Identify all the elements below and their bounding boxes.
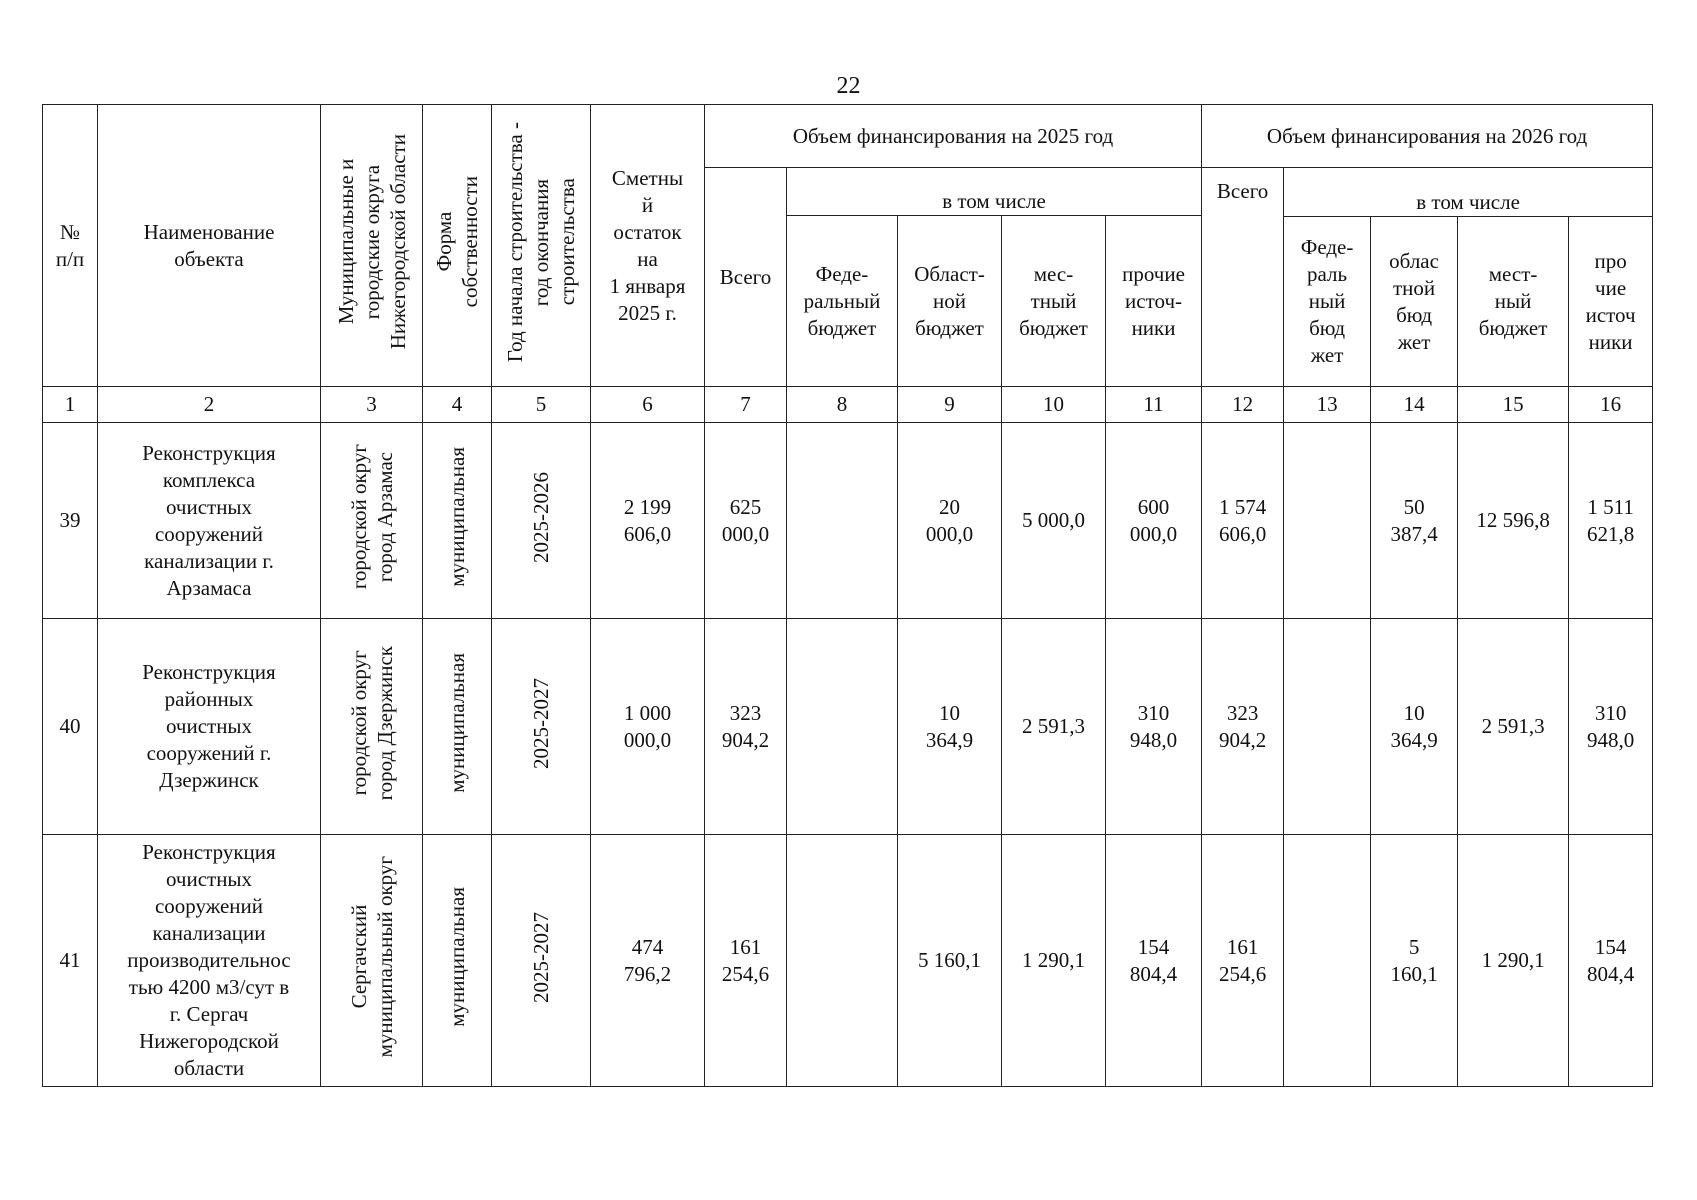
federal-2025 [787, 619, 898, 835]
header-federal-2025: Феде- ральный бюджет [787, 216, 898, 387]
header-other-2025: прочие источ- ники [1106, 216, 1202, 387]
header-local-2026: мест- ный бюджет [1458, 217, 1569, 387]
header-regional-2026: облас тной бюд жет [1371, 217, 1458, 387]
header-total-2026: Всего [1202, 168, 1284, 387]
local-2025: 1 290,1 [1002, 835, 1106, 1087]
estimate-balance: 2 199 606,0 [591, 423, 705, 619]
table-row [43, 423, 1653, 619]
header-local-2025: мес- тный бюджет [1002, 216, 1106, 387]
financing-table [42, 104, 1653, 1087]
regional-2026: 10 364,9 [1371, 619, 1458, 835]
header-total-2025: Всего [705, 168, 787, 387]
regional-2025: 20 000,0 [898, 423, 1002, 619]
federal-2026 [1284, 835, 1371, 1087]
total-2026: 323 904,2 [1202, 619, 1284, 835]
other-2025: 600 000,0 [1106, 423, 1202, 619]
object-name: Реконструкция комплекса очистных сооружений канализации г. Арзамаса [98, 423, 321, 619]
object-name: Реконструкция очистных сооружений канализации производительнос тью 4200 м3/сут в г. Сергач Нижегородской области [98, 835, 321, 1087]
column-number: 16 [1569, 387, 1653, 423]
page-number: 22 [836, 73, 861, 99]
column-number: 14 [1371, 387, 1458, 423]
column-number: 15 [1458, 387, 1569, 423]
total-2026: 161 254,6 [1202, 835, 1284, 1087]
header-object-name: Наименование объекта [98, 105, 321, 387]
table-row [43, 835, 1653, 1087]
column-number: 13 [1284, 387, 1371, 423]
federal-2026 [1284, 423, 1371, 619]
column-number: 8 [787, 387, 898, 423]
ownership: муниципальная [423, 835, 492, 1087]
ownership: муниципальная [423, 423, 492, 619]
ownership: муниципальная [423, 619, 492, 835]
column-number: 11 [1106, 387, 1202, 423]
construction-years: 2025-2027 [492, 835, 591, 1087]
other-2025: 154 804,4 [1106, 835, 1202, 1087]
municipality: городской округ город Арзамас [321, 423, 423, 619]
construction-years: 2025-2026 [492, 423, 591, 619]
local-2026: 12 596,8 [1458, 423, 1569, 619]
row-number: 40 [43, 619, 98, 835]
total-2025: 625 000,0 [705, 423, 787, 619]
header-number: № п/п [43, 105, 98, 387]
header-other-2026: про чие источ ники [1569, 217, 1653, 387]
regional-2026: 50 387,4 [1371, 423, 1458, 619]
column-number: 1 [43, 387, 98, 423]
estimate-balance: 474 796,2 [591, 835, 705, 1087]
column-number: 6 [591, 387, 705, 423]
row-number: 39 [43, 423, 98, 619]
object-name: Реконструкция районных очистных сооружений г. Дзержинск [98, 619, 321, 835]
local-2026: 1 290,1 [1458, 835, 1569, 1087]
header-financing-2025: Объем финансирования на 2025 год [705, 105, 1202, 168]
local-2025: 5 000,0 [1002, 423, 1106, 619]
column-number: 4 [423, 387, 492, 423]
header-including-2026: в том числе [1284, 168, 1653, 217]
construction-years: 2025-2027 [492, 619, 591, 835]
federal-2025 [787, 835, 898, 1087]
column-number: 7 [705, 387, 787, 423]
row-number: 41 [43, 835, 98, 1087]
other-2026: 1 511 621,8 [1569, 423, 1653, 619]
local-2025: 2 591,3 [1002, 619, 1106, 835]
estimate-balance: 1 000 000,0 [591, 619, 705, 835]
header-ownership: Форма собственности [423, 105, 492, 387]
table-row [43, 619, 1653, 835]
column-number: 2 [98, 387, 321, 423]
header-including-2025: в том числе [787, 168, 1202, 216]
other-2026: 154 804,4 [1569, 835, 1653, 1087]
column-number: 3 [321, 387, 423, 423]
municipality: городской округ город Дзержинск [321, 619, 423, 835]
local-2026: 2 591,3 [1458, 619, 1569, 835]
column-number: 9 [898, 387, 1002, 423]
header-construction-years: Год начала строительства - год окончания строительства [492, 105, 591, 387]
header-municipality: Муниципальные и городские округа Нижегородской области [321, 105, 423, 387]
column-number: 10 [1002, 387, 1106, 423]
federal-2026 [1284, 619, 1371, 835]
municipality: Сергачский муниципальный округ [321, 835, 423, 1087]
header-estimate-balance: Сметны й остаток на 1 января 2025 г. [591, 105, 705, 387]
column-number: 12 [1202, 387, 1284, 423]
header-financing-2026: Объем финансирования на 2026 год [1202, 105, 1653, 168]
column-number: 5 [492, 387, 591, 423]
other-2026: 310 948,0 [1569, 619, 1653, 835]
total-2025: 161 254,6 [705, 835, 787, 1087]
total-2025: 323 904,2 [705, 619, 787, 835]
federal-2025 [787, 423, 898, 619]
other-2025: 310 948,0 [1106, 619, 1202, 835]
regional-2025: 10 364,9 [898, 619, 1002, 835]
regional-2025: 5 160,1 [898, 835, 1002, 1087]
header-federal-2026: Феде- раль ный бюд жет [1284, 217, 1371, 387]
column-number-row [43, 387, 1653, 423]
regional-2026: 5 160,1 [1371, 835, 1458, 1087]
total-2026: 1 574 606,0 [1202, 423, 1284, 619]
header-regional-2025: Област- ной бюджет [898, 216, 1002, 387]
